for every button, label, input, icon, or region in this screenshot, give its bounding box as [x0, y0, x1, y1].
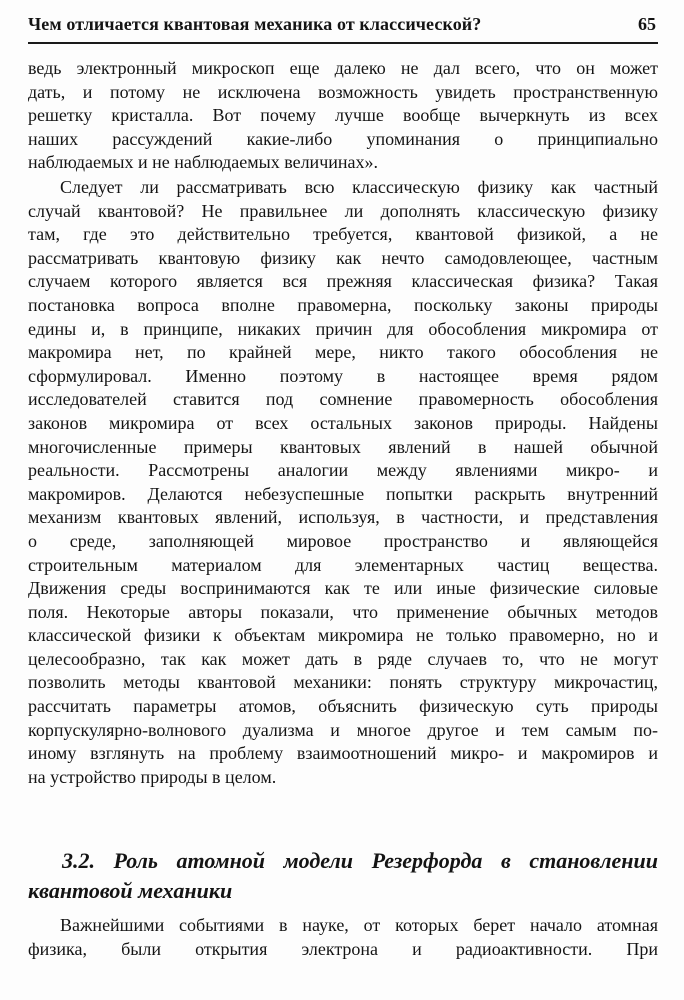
text-line: исследователей ставится под сомнение правомерность обособления	[28, 389, 658, 410]
text-line: поля. Некоторые авторы показали, что применение обычных методов	[28, 601, 658, 622]
text-line: позволить методы квантовой механики: понять структуру микрочастиц,	[28, 672, 658, 693]
paragraph-continuation	[28, 57, 658, 175]
text-line: на устройство природы в целом.	[28, 766, 277, 787]
text-line: рассматривать квантовую физику как нечто самодовлеющее, частным	[28, 247, 658, 268]
text-line: случаем которого является вся прежняя классическая физика? Такая	[28, 271, 658, 292]
text-line: решетку кристалла. Вот почему лучше вообще вычеркнуть из всех	[28, 105, 658, 126]
section-paragraph	[28, 914, 658, 961]
page-header	[28, 12, 658, 44]
text-line: сформулировал. Именно поэтому в настоящее время рядом	[28, 365, 658, 386]
running-head: Чем отличается квантовая механика от классической?	[28, 14, 482, 34]
text-line: едины и, в принципе, никаких причин для обособления микромира от	[28, 318, 658, 339]
section-heading	[28, 846, 658, 906]
text-line: макромиров. Делаются небезуспешные попытки раскрыть внутренний	[28, 483, 658, 504]
text-line: Важнейшими событиями в науке, от которых берет начало атомная	[60, 915, 658, 935]
text-line: дать, и потому не исключена возможность увидеть пространственную	[28, 81, 658, 102]
text-line: макромира нет, по крайней мере, никто такого обособления не	[28, 342, 658, 363]
text-line: постановка вопроса вполне правомерна, поскольку законы природы	[28, 294, 658, 315]
text-line: о среде, заполняющей мировое пространство и являющейся	[28, 530, 658, 551]
section-heading-line: квантовой механики	[28, 878, 233, 903]
section-heading-line: 3.2. Роль атомной модели Резерфорда в становлении	[62, 848, 658, 873]
text-line: целесообразно, так как может дать в ряде случаев то, что не могут	[28, 648, 658, 669]
text-line: физика, были открытия электрона и радиоактивности. При	[28, 938, 658, 959]
text-line: там, где это действительно требуется, квантовой физикой, а не	[28, 224, 658, 245]
page-number: 65	[638, 14, 656, 34]
text-line: классической физики к объектам микромира не только правомерно, но и	[28, 625, 658, 646]
text-line: ведь электронный микроскоп еще далеко не дал всего, что он может	[28, 58, 658, 78]
text-line: рассчитать параметры атомов, объяснить физическую суть природы	[28, 696, 658, 717]
text-line: Движения среды воспринимаются как те или иные физические силовые	[28, 578, 658, 599]
text-line: иному взглянуть на проблему взаимоотношений микро- и макромиров и	[28, 743, 658, 764]
text-line: корпускулярно-волнового дуализма и многое другое и тем самым по-	[28, 719, 658, 740]
text-line: многочисленные примеры квантовых явлений в нашей обычной	[28, 436, 658, 457]
paragraph-main	[28, 176, 658, 789]
text-line: случай квантовой? Не правильнее ли дополнять классическую физику	[28, 200, 658, 221]
text-line: строительным материалом для элементарных частиц вещества.	[28, 554, 658, 575]
text-line: наших рассуждений какие-либо упоминания о принципиально	[28, 128, 658, 149]
text-line: наблюдаемых и не наблюдаемых величинах».	[28, 152, 378, 173]
text-line: законов микромира от всех остальных законов природы. Найдены	[28, 412, 658, 433]
text-line: реальности. Рассмотрены аналогии между явлениями микро- и	[28, 460, 658, 481]
text-line: Следует ли рассматривать всю классическую физику как частный	[60, 177, 658, 197]
text-line: механизм квантовых явлений, используя, в частности, и представления	[28, 507, 658, 528]
